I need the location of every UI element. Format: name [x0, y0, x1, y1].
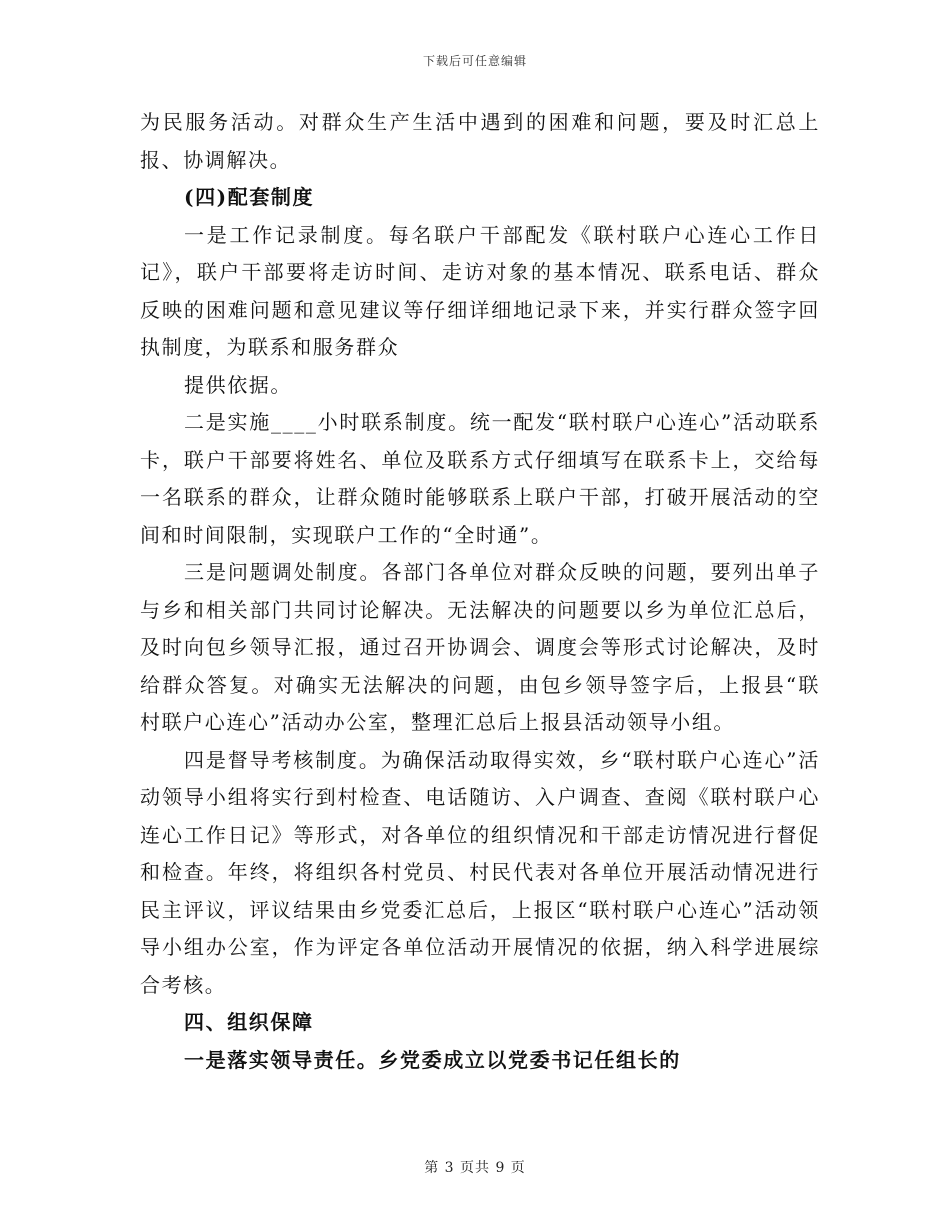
paragraph-hour-contact-system: 二是实施____小时联系制度。统一配发“联村联户心连心”活动联系卡，联户干部要将姓名、单位及联系方式仔细填写在联系卡上，交给每一名联系的群众，让群众随时能够联系上联户干部，打破开展活动的空间和时间限制，实现联户工作的“全时通”。: [140, 410, 820, 547]
paragraph-supervision-assessment-system: 四是督导考核制度。为确保活动取得实效，乡“联村联户心连心”活动领导小组将实行到村检查、电话随访、入户调查、查阅《联村联户心连心工作日记》等形式，对各单位的组织情况和干部走访情况进行督促和检查。年终，将组织各村党员、村民代表对各单位开展活动情况进行民主评议，评议结果由乡党委汇总后，上报区“联村联户心连心”活动领导小组办公室，作为评定各单位活动开展情况的依据，纳入科学进展综合考核。: [140, 747, 820, 997]
paragraph-leadership-responsibility: 一是落实领导责任。乡党委成立以党委书记任组长的: [184, 1047, 681, 1072]
paragraph-problem-handling-system: 三是问题调处制度。各部门各单位对群众反映的问题，要列出单子与乡和相关部门共同讨论解决。无法解决的问题要以乡为单位汇总后，及时向包乡领导汇报，通过召开协调会、调度会等形式讨论解决，及时给群众答复。对确实无法解决的问题，由包乡领导签字后，上报县“联村联户心连心”活动办公室，整理汇总后上报县活动领导小组。: [140, 560, 820, 734]
paragraph-continuation: 为民服务活动。对群众生产生活中遇到的困难和问题，要及时汇总上报、协调解决。: [140, 110, 820, 172]
page-header: 下载后可任意编辑: [422, 54, 527, 68]
paragraph-provide-basis: 提供依据。: [184, 372, 292, 397]
section-heading-supporting-systems: (四)配套制度: [184, 185, 315, 209]
page-footer-page-number: 第 3 页共 9 页: [424, 1160, 526, 1176]
section-heading-organizational-guarantee: 四、组织保障: [184, 1010, 314, 1034]
paragraph-work-record-system: 一是工作记录制度。每名联户干部配发《联村联户心连心工作日记》，联户干部要将走访时间、走访对象的基本情况、联系电话、群众反映的困难问题和意见建议等仔细详细地记录下来，并实行群众签字回执制度，为联系和服务群众: [140, 222, 820, 359]
document-body: [140, 104, 820, 1079]
